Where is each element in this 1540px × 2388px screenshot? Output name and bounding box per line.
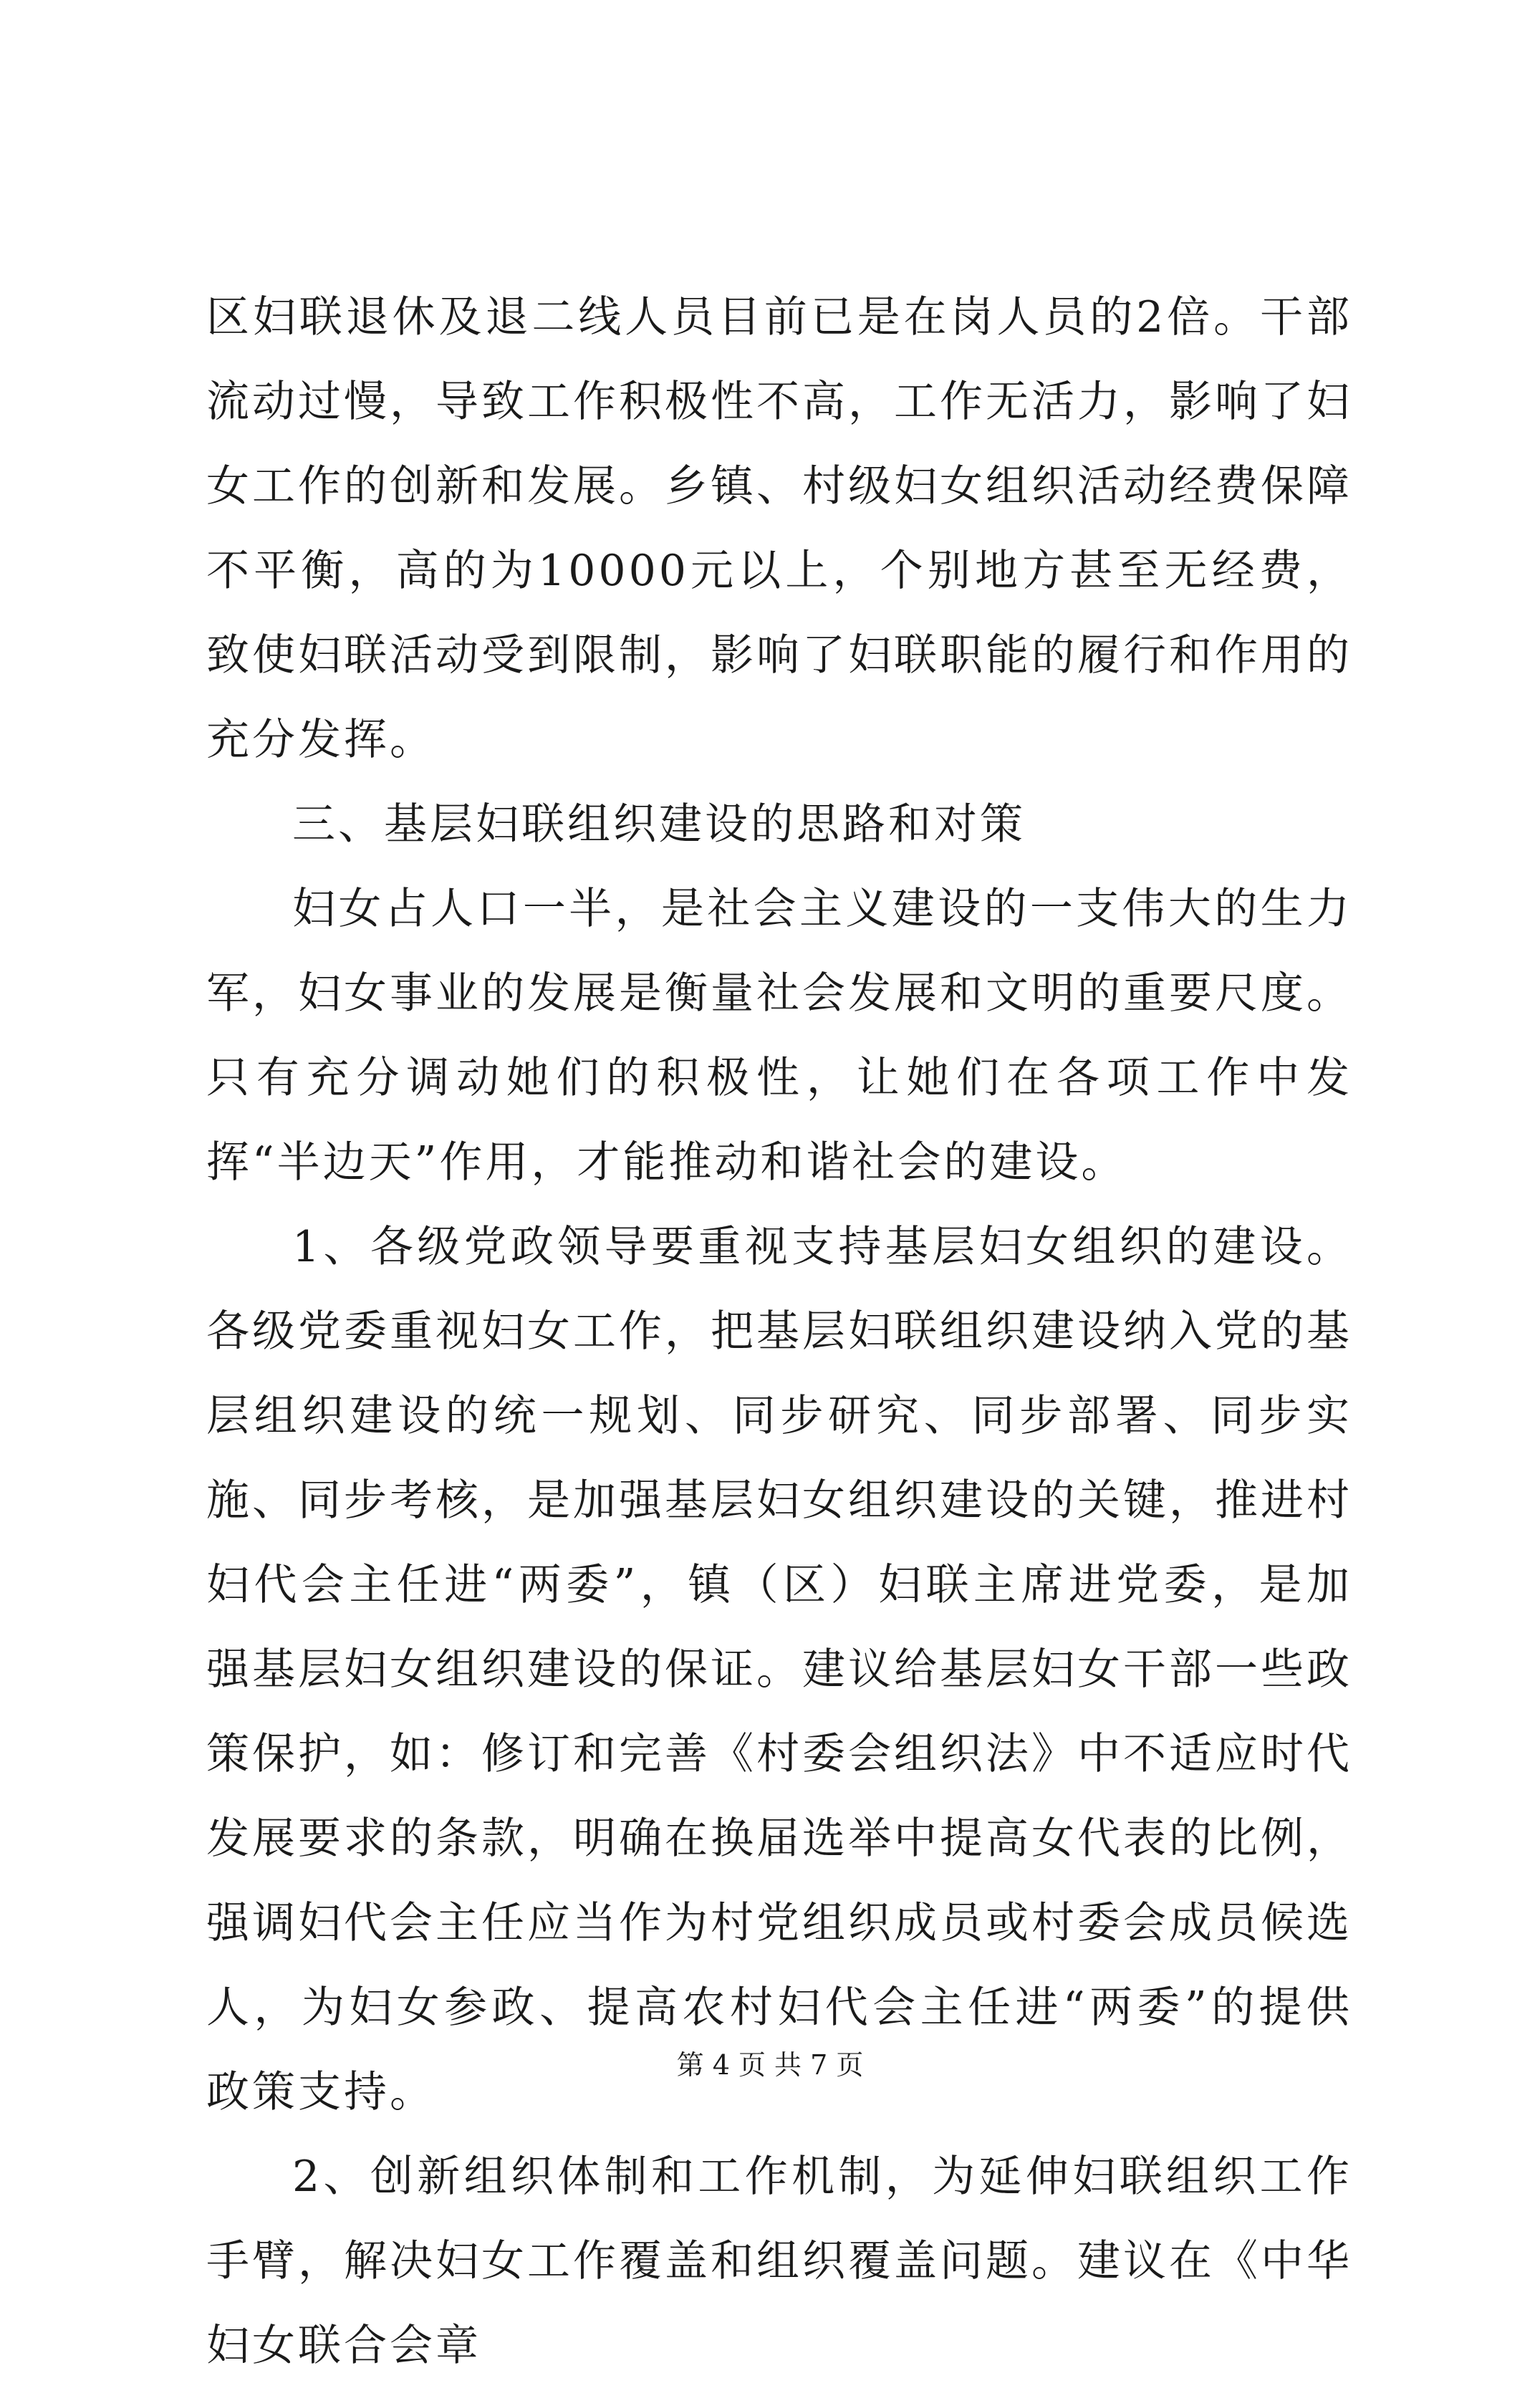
- paragraph-intro: 妇女占人口一半，是社会主义建设的一支伟大的生力军，妇女事业的发展是衡量社会发展和文明的重要尺度。只有充分调动她们的积极性，让她们在各项工作中发挥“半边天”作用，才能推动和谐社会的建设。: [206, 884, 1352, 1188]
- paragraph-continuation: 区妇联退休及退二线人员目前已是在岗人员的2倍。干部流动过慢，导致工作积极性不高，工作无活力，影响了妇女工作的创新和发展。乡镇、村级妇女组织活动经费保障不平衡，高的为10000元以上，个别地方甚至无经费，致使妇联活动受到限制，影响了妇联职能的履行和作用的充分发挥。: [206, 292, 1352, 765]
- paragraph-point-2: 2、创新组织体制和工作机制，为延伸妇联组织工作手臂，解决妇女工作覆盖和组织覆盖问题。建议在《中华妇女联合会章: [206, 2152, 1352, 2371]
- page-number-label: 第 4 页 共 7 页: [676, 2049, 864, 2081]
- paragraph-point-1: 1、各级党政领导要重视支持基层妇女组织的建设。各级党委重视妇女工作，把基层妇联组织建设纳入党的基层组织建设的统一规划、同步研究、同步部署、同步实施、同步考核，是加强基层妇女组织建设的关键，推进村妇代会主任进“两委”，镇（区）妇联主席进党委，是加强基层妇女组织建设的保证。建议给基层妇女干部一些政策保护，如：修订和完善《村委会组织法》中不适应时代发展要求的条款，明确在换届选举中提高女代表的比例，强调妇代会主任应当作为村党组织成员或村委会成员候选人，为妇女参政、提高农村妇代会主任进“两委”的提供政策支持。: [206, 1222, 1352, 2117]
- section-heading: 三、基层妇联组织建设的思路和对策: [292, 799, 1026, 849]
- page-footer: [0, 2047, 1540, 2083]
